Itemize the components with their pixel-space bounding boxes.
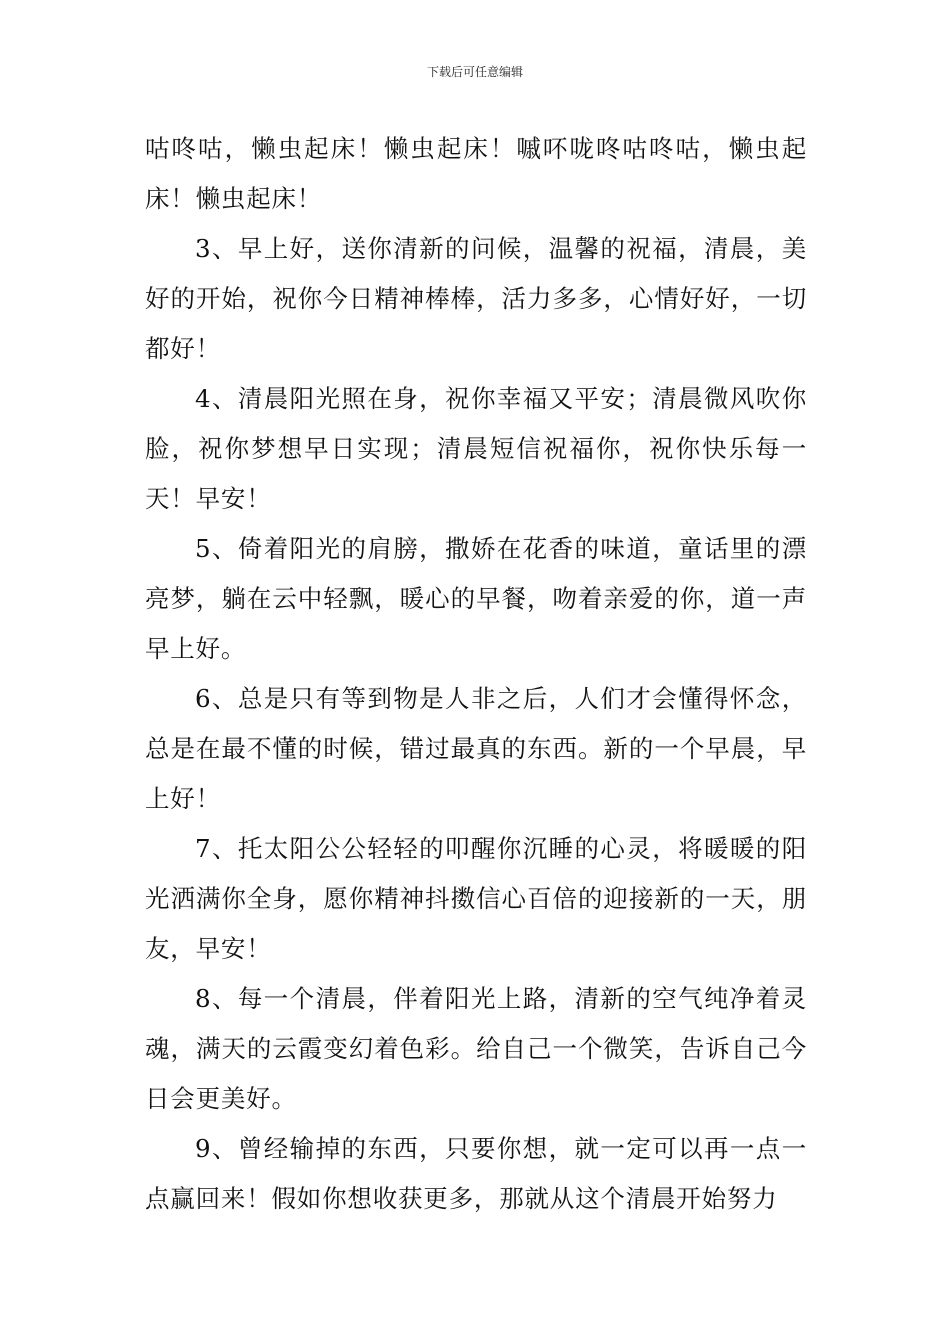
document-body (145, 124, 807, 1224)
page-header: 下载后可任意编辑 (426, 65, 523, 79)
paragraph-9: 9、曾经输掉的东西，只要你想，就一定可以再一点一点赢回来！假如你想收获更多，那就从这个清晨开始努力 (145, 1134, 807, 1213)
paragraph-7: 7、托太阳公公轻轻的叩醒你沉睡的心灵，将暖暖的阳光洒满你全身，愿你精神抖擞信心百倍的迎接新的一天，朋友，早安！ (145, 834, 807, 963)
paragraph-3: 3、早上好，送你清新的问候，温馨的祝福，清晨，美好的开始，祝你今日精神棒棒，活力多多，心情好好，一切都好！ (145, 234, 807, 363)
paragraph-4: 4、清晨阳光照在身，祝你幸福又平安；清晨微风吹你脸，祝你梦想早日实现；清晨短信祝福你，祝你快乐每一天！早安！ (145, 384, 807, 513)
paragraph-8: 8、每一个清晨，伴着阳光上路，清新的空气纯净着灵魂，满天的云霞变幻着色彩。给自己一个微笑，告诉自己今日会更美好。 (145, 984, 807, 1113)
paragraph-5: 5、倚着阳光的肩膀，撒娇在花香的味道，童话里的漂亮梦，躺在云中轻飘，暖心的早餐，吻着亲爱的你，道一声早上好。 (145, 534, 807, 663)
paragraph-6: 6、总是只有等到物是人非之后，人们才会懂得怀念，总是在最不懂的时候，错过最真的东西。新的一个早晨，早上好！ (145, 684, 807, 813)
paragraph-continuation: 咕咚咕，懒虫起床！懒虫起床！嘁吥咙咚咕咚咕，懒虫起床！懒虫起床！ (145, 134, 807, 213)
